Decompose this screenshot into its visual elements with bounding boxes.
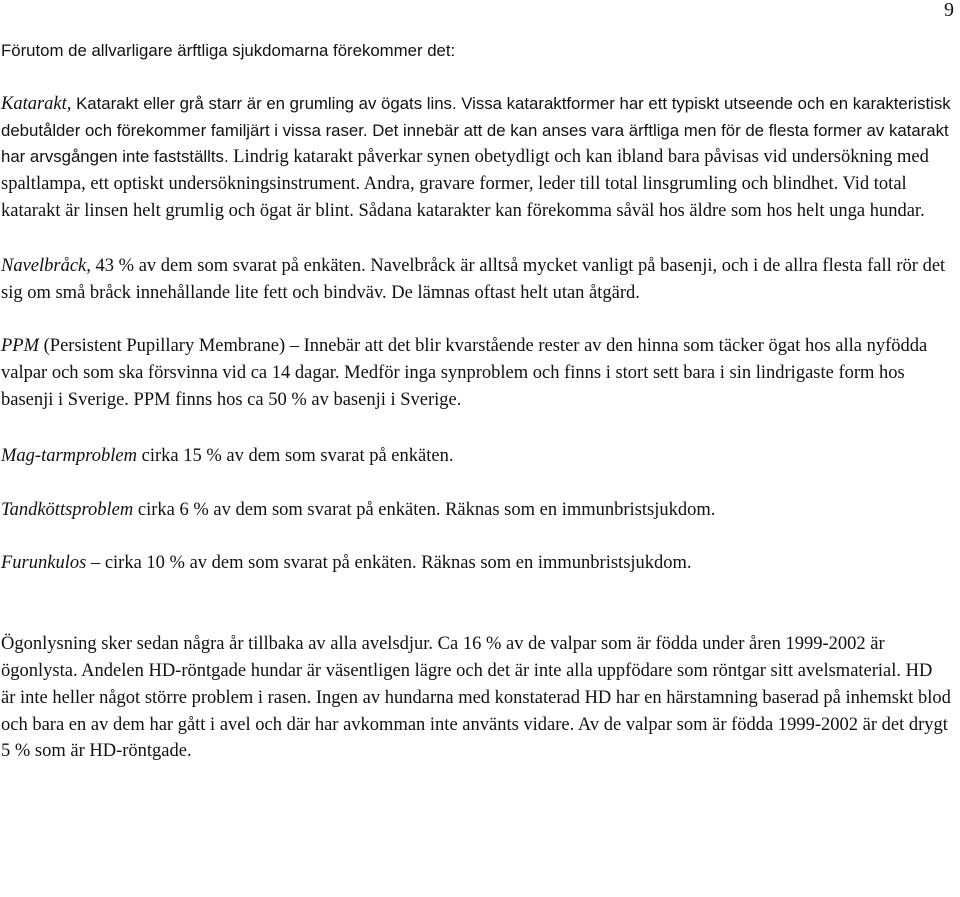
navelbrack-text: 43 % av dem som svarat på enkäten. Navelbråck är alltså mycket vanligt på basenji, och i de allra flesta fall rör det sig om små bråck innehållande lite fett och bindväv. De lämnas oftast helt utan åtgärd. xyxy=(1,255,946,303)
ppm-term: PPM xyxy=(1,336,40,357)
ppm-paragraph xyxy=(1,333,951,413)
tandkott-paragraph xyxy=(1,497,951,524)
magtarm-text: cirka 15 % av dem som svarat på enkäten. xyxy=(137,445,454,466)
magtarm-paragraph xyxy=(1,443,951,470)
navelbrack-paragraph xyxy=(1,253,951,307)
intro-paragraph: Förutom de allvarligare ärftliga sjukdomarna förekommer det: xyxy=(1,41,456,60)
document-body xyxy=(1,38,951,765)
page-number: 9 xyxy=(944,0,954,21)
katarakt-text-sans: Katarakt eller grå starr är en grumling av ögats lins. Vissa kataraktformer har ett typiskt utseende och en karakteristisk debutålder och förekommer familjärt i vissa raser. Det innebär att de kan anses vara ärftliga men för de flesta former av katarakt har arvsgången inte fastställts. xyxy=(1,93,951,167)
tandkott-term: Tandköttsproblem xyxy=(1,499,134,520)
tandkott-text: cirka 6 % av dem som svarat på enkäten. Räknas som en immunbristsjukdom. xyxy=(133,499,716,520)
katarakt-text: Lindrig katarakt påverkar synen obetydligt och kan ibland bara påvisas vid undersökning med spaltlampa, ett optiskt undersökningsinstrument. Andra, gravare former, leder till total linsgrumling och blindhet. Vid total katarakt är linsen helt grumlig och ögat är blint. Sådana katarakter kan förekomma såväl hos äldre som hos helt unga hundar. xyxy=(1,147,929,221)
katarakt-term: Katarakt, xyxy=(1,93,72,114)
magtarm-term: Mag-tarmproblem xyxy=(1,445,137,466)
furunkulos-term: Furunkulos xyxy=(1,553,87,574)
navelbrack-term: Navelbråck, xyxy=(1,255,91,276)
katarakt-paragraph xyxy=(1,91,951,225)
furunkulos-text: – cirka 10 % av dem som svarat på enkäten. Räknas som en immunbristsjukdom. xyxy=(86,553,692,574)
ppm-text: (Persistent Pupillary Membrane) – Innebär att det blir kvarstående rester av den hinna som täcker ögat hos alla nyfödda valpar och som ska försvinna vid ca 14 dagar. Medför inga synproblem och finns i stort sett bara i sin lindrigaste form hos basenji i Sverige. PPM finns hos ca 50 % av basenji i Sverige. xyxy=(1,336,928,410)
ogonlysning-paragraph: Ögonlysning sker sedan några år tillbaka av alla avelsdjur. Ca 16 % av de valpar som är födda under åren 1999-2002 är ögonlysta. Andelen HD-röntgade hundar är väsentligen lägre och det är inte alla uppfödare som röntgar sitt avelsmaterial. HD är inte heller något större problem i rasen. Ingen av hundarna med konstaterad HD har en härstamning baserad på inhemskt blod och bara en av dem har gått i avel och där har avkomman inte använts vidare. Av de valpar som är födda 1999-2002 är det drygt 5 % som är HD-röntgade. xyxy=(1,634,951,762)
furunkulos-paragraph xyxy=(1,550,951,577)
